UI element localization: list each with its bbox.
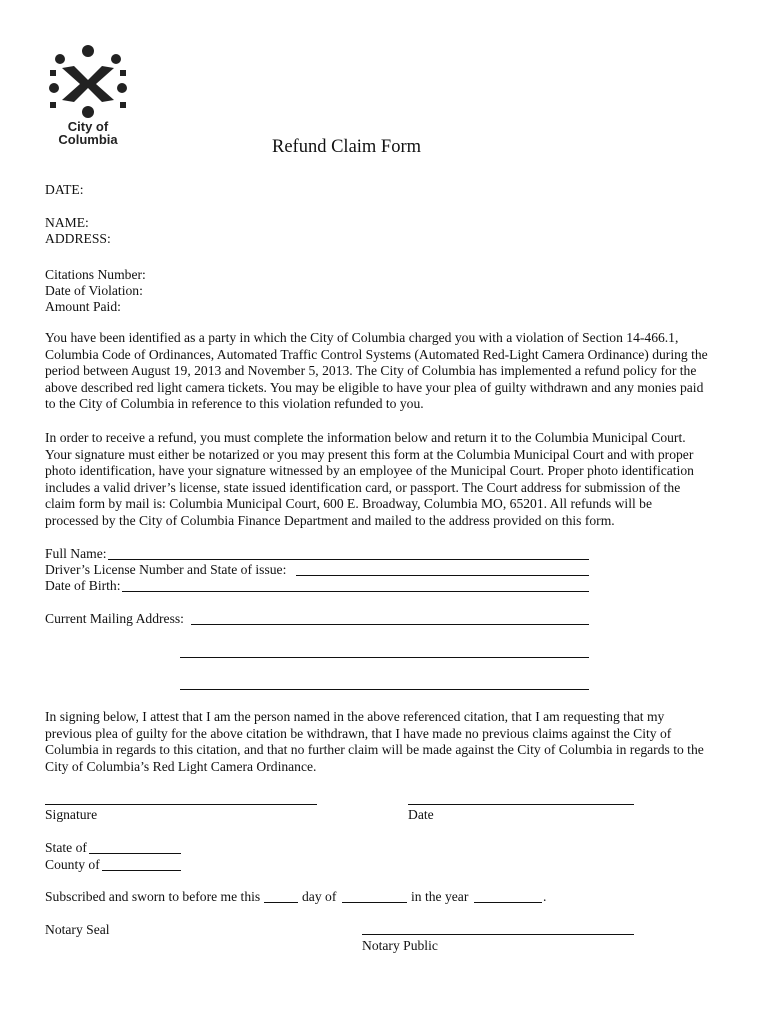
sworn-end-text: . [543, 889, 547, 904]
sworn-year-field[interactable] [474, 902, 542, 903]
notary-signature-field[interactable] [362, 934, 634, 935]
page-title: Refund Claim Form [272, 137, 422, 157]
paragraph-attestation: In signing below, I attest that I am the person named in the above referenced citation, that I am requesting that my previous plea of guilty for the above citation be withdrawn, that I have made no previous claims against the City of Columbia in regards to this citation, and that no further claim will be made against the City of Columbia in regards to the City of Columbia’s Red Light Camera Ordinance. [45, 709, 704, 774]
state-of-field[interactable] [89, 853, 181, 854]
citations-number-label: Citations Number: [45, 267, 146, 282]
sworn-year-text: in the year [411, 889, 469, 904]
notary-public-label: Notary Public [362, 938, 438, 953]
county-of-label: County of [45, 857, 100, 872]
date-label: DATE: [45, 182, 84, 197]
signature-date-label: Date [408, 807, 434, 822]
name-label: NAME: [45, 215, 89, 230]
amount-paid-label: Amount Paid: [45, 299, 121, 314]
drivers-license-field[interactable] [296, 575, 589, 576]
address-label: ADDRESS: [45, 231, 111, 246]
full-name-label: Full Name: [45, 546, 107, 561]
sworn-month-field[interactable] [342, 902, 407, 903]
sworn-day-of-text: day of [302, 889, 337, 904]
sworn-day-field[interactable] [264, 902, 298, 903]
state-of-label: State of [45, 840, 87, 855]
paragraph-instructions: In order to receive a refund, you must complete the information below and return it to the Columbia Municipal Court. Your signature must either be notarized or you may present this form at the Columbia Municipal Court and with proper photo identification, have your signature witnessed by an employee of the Municipal Court. Proper photo identification includes a valid driver’s license, state issued identification card, or passport. The Court address for submission of the claim form by mail is: Columbia Municipal Court, 600 E. Broadway, Columbia MO, 65201. All refunds will be processed by the City of Columbia Finance Department and mailed to the address provided on this form. [45, 430, 694, 528]
drivers-license-label: Driver’s License Number and State of issue: [45, 562, 287, 577]
county-of-field[interactable] [102, 870, 181, 871]
date-of-birth-label: Date of Birth: [45, 578, 121, 593]
mailing-address-field-3[interactable] [180, 689, 589, 690]
mailing-address-field-2[interactable] [180, 657, 589, 658]
notary-seal-label: Notary Seal [45, 922, 110, 937]
city-logo-mark-icon [40, 42, 136, 122]
paragraph-notice: You have been identified as a party in which the City of Columbia charged you with a violation of Section 14-466.1, Columbia Code of Ordinances, Automated Traffic Control Systems (Automated Red-Light Camera Ordinance) during the period between August 19, 2013 and November 5, 2013. The City of Columbia has implemented a refund policy for the above described red light camera tickets. You may be eligible to have your plea of guilty withdrawn and any monies paid to the City of Columbia in reference to this violation refunded to you. [45, 330, 708, 412]
signature-field[interactable] [45, 804, 317, 805]
full-name-field[interactable] [108, 559, 589, 560]
signature-label: Signature [45, 807, 98, 822]
signature-date-field[interactable] [408, 804, 634, 805]
mailing-address-field-1[interactable] [191, 624, 589, 625]
date-of-birth-field[interactable] [122, 591, 589, 592]
mailing-address-label: Current Mailing Address: [45, 611, 184, 626]
logo-text-line2: Columbia [58, 132, 118, 147]
logo-text-line1: City of [67, 119, 109, 134]
sworn-prefix-text: Subscribed and sworn to before me this [45, 889, 261, 904]
date-of-violation-label: Date of Violation: [45, 283, 143, 298]
city-logo [40, 42, 136, 152]
